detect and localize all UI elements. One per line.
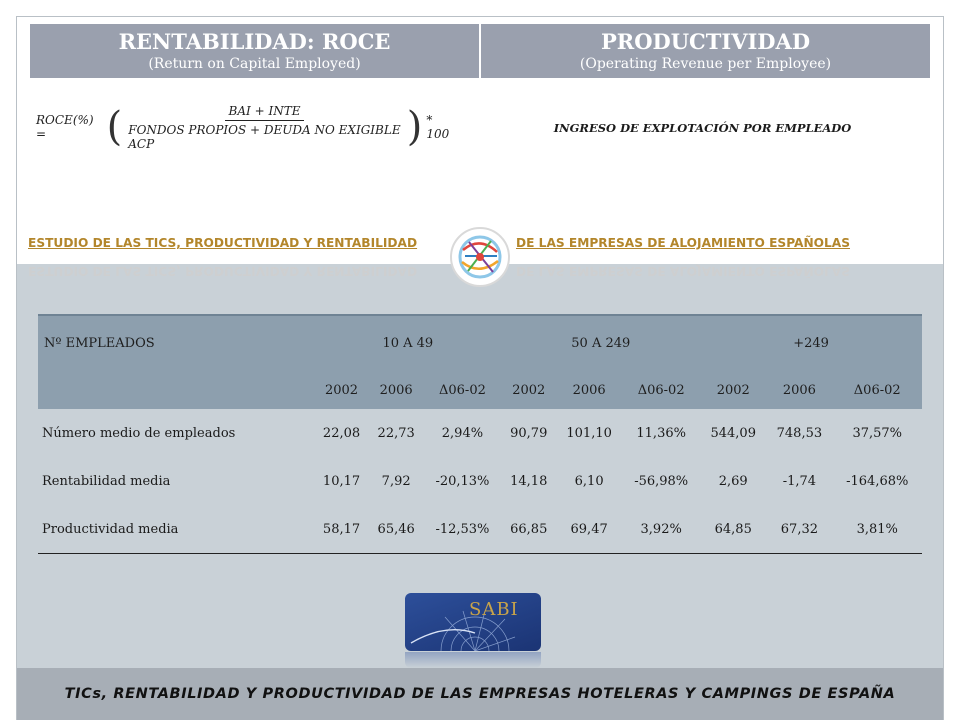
table-cell: 37,57% <box>852 425 903 441</box>
group-header-249-plus: +249 <box>793 336 829 351</box>
year-header-empty <box>38 371 314 409</box>
year-header: 2006 <box>379 382 413 398</box>
roce-formula <box>36 104 456 150</box>
productivity-formula: INGRESO DE EXPLOTACIÓN POR EMPLEADO <box>553 121 852 135</box>
formula-numerator: BAI + INTE <box>225 104 305 121</box>
table-cell: 3,92% <box>622 505 700 554</box>
header-row <box>30 24 930 78</box>
delta-header: Δ06-02 <box>637 382 685 398</box>
table-cell: 64,85 <box>700 505 766 554</box>
table-cell: -12,53% <box>423 505 501 554</box>
table-cell: 22,73 <box>377 425 415 441</box>
header-roce-title: RENTABILIDAD: ROCE <box>118 29 391 54</box>
header-roce-subtitle: (Return on Capital Employed) <box>148 56 361 72</box>
header-productividad-title: PRODUCTIVIDAD <box>600 29 811 54</box>
year-header: 2002 <box>716 382 750 398</box>
table-cell: 66,85 <box>501 505 556 554</box>
banner-right-reflection: DE LAS EMPRESAS DE ALOJAMIENTO ESPAÑOLAS <box>516 264 850 278</box>
delta-header: Δ06-02 <box>853 382 901 398</box>
table-cell: 69,47 <box>556 505 622 554</box>
table-group-header <box>38 315 922 371</box>
table-row <box>38 505 922 554</box>
footer-bar <box>17 668 943 720</box>
table-cell: 58,17 <box>314 505 369 554</box>
year-header: 2006 <box>782 382 816 398</box>
delta-header: Δ06-02 <box>439 382 486 398</box>
table-cell: -164,68% <box>846 473 909 489</box>
row-label: Productividad media <box>38 505 314 554</box>
sabi-logo-reflection <box>405 652 541 668</box>
table-row <box>38 409 922 457</box>
formula-lhs: ROCE(%) = <box>36 113 94 141</box>
table-cell: -56,98% <box>634 473 689 489</box>
row-label: Número medio de empleados <box>42 425 236 441</box>
formula-open-paren: ( <box>106 104 123 150</box>
year-header: 2006 <box>572 382 606 398</box>
group-header-50-249: 50 A 249 <box>571 336 631 351</box>
row-label: Rentabilidad media <box>42 473 171 489</box>
table-cell: 11,36% <box>636 425 686 441</box>
table-year-header <box>38 371 922 409</box>
sabi-logo <box>405 593 541 651</box>
group-header-10-49: 10 A 49 <box>382 336 434 351</box>
banner-left-text: ESTUDIO DE LAS TICS, PRODUCTIVIDAD Y RENTABILIDAD <box>28 236 418 250</box>
table-cell: 101,10 <box>566 425 612 441</box>
header-productividad-subtitle: (Operating Revenue per Employee) <box>579 56 832 72</box>
table-cell: 10,17 <box>322 473 361 489</box>
footer-title: TICs, RENTABILIDAD Y PRODUCTIVIDAD DE LAS EMPRESAS HOTELERAS Y CAMPINGS DE ESPAÑA <box>64 686 896 702</box>
table-cell: 6,10 <box>574 473 604 489</box>
header-roce <box>30 24 479 78</box>
year-header: 2002 <box>512 382 546 398</box>
employees-header: Nº EMPLEADOS <box>44 336 155 351</box>
year-header: 2002 <box>324 382 359 398</box>
table-cell: 67,32 <box>766 505 832 554</box>
header-productividad <box>479 24 930 78</box>
table-cell: 65,46 <box>369 505 424 554</box>
formula-close-paren: ) <box>406 104 423 150</box>
table-cell: 2,94% <box>441 425 484 441</box>
table-cell: 748,53 <box>776 425 823 441</box>
table-cell: 7,92 <box>381 473 411 489</box>
formula-multiplier: * 100 <box>426 113 450 141</box>
table-cell: -20,13% <box>435 473 490 489</box>
table-cell: 14,18 <box>510 473 548 489</box>
table-cell: 90,79 <box>510 425 548 441</box>
formula-denominator: FONDOS PROPIOS + DEUDA NO EXIGIBLE ACP <box>128 122 401 151</box>
table-cell: -1,74 <box>782 473 817 489</box>
table-cell: 22,08 <box>322 425 361 441</box>
formula-fraction <box>124 104 405 151</box>
table-cell: 544,09 <box>710 425 756 441</box>
table-row <box>38 457 922 505</box>
banner-left-reflection: ESTUDIO DE LAS TICS, PRODUCTIVIDAD Y RENTABILIDAD <box>28 264 418 278</box>
table-cell: 2,69 <box>718 473 748 489</box>
sabi-logo-text: SABI <box>469 599 519 620</box>
results-table <box>38 314 922 554</box>
banner-right-text: DE LAS EMPRESAS DE ALOJAMIENTO ESPAÑOLAS <box>516 236 850 250</box>
table-cell: 3,81% <box>832 505 922 554</box>
globe-network-icon <box>449 226 511 288</box>
